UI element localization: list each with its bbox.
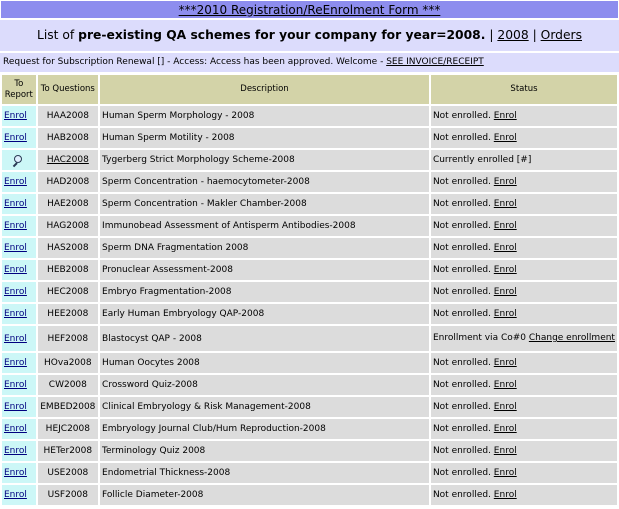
scheme-code-cell: [38, 353, 98, 373]
see-invoice-link[interactable]: SEE INVOICE/RECEIPT: [386, 57, 484, 67]
enrol-status-link[interactable]: Enrol: [493, 489, 517, 500]
scheme-description: Terminology Quiz 2008: [100, 441, 429, 461]
scheme-code-cell: [38, 463, 98, 483]
col-header-description: Description: [100, 75, 429, 104]
table-row: [2, 353, 617, 373]
enrol-report-link[interactable]: Enrol: [4, 287, 27, 297]
access-status-line: [0, 53, 619, 72]
status-text: Not enrolled.: [432, 176, 494, 187]
enrol-status-link[interactable]: Enrol: [493, 445, 517, 456]
enrol-status-link[interactable]: Enrol: [493, 242, 517, 253]
scheme-code-cell: [38, 375, 98, 395]
scheme-description: Tygerberg Strict Morphology Scheme-2008: [100, 150, 429, 170]
form-title-link[interactable]: ***2010 Registration/ReEnrolment Form ***: [178, 3, 441, 17]
enrol-report-link[interactable]: Enrol: [4, 402, 27, 412]
status-cell: [431, 150, 617, 170]
scheme-code: HEF2008: [47, 333, 89, 344]
report-cell: [2, 326, 36, 351]
scheme-description: Pronuclear Assessment-2008: [100, 260, 429, 280]
status-text: Not enrolled.: [432, 308, 494, 319]
status-text: Not enrolled.: [432, 110, 494, 121]
scheme-code: USE2008: [47, 468, 89, 478]
report-cell: [2, 353, 36, 373]
report-cell: [2, 375, 36, 395]
scheme-code-cell: [38, 304, 98, 324]
scheme-description: Clinical Embryology & Risk Management-2008: [100, 397, 429, 417]
subtitle-separator: |: [528, 28, 541, 42]
scheme-description: Crossword Quiz-2008: [100, 375, 429, 395]
status-text: Not enrolled.: [432, 242, 494, 253]
table-row: [2, 282, 617, 302]
enrol-report-link[interactable]: Enrol: [4, 309, 27, 319]
status-cell: [431, 282, 617, 302]
scheme-code: HAB2008: [46, 133, 89, 143]
scheme-code-cell: [38, 238, 98, 258]
status-cell: [431, 397, 617, 417]
status-text: Not enrolled.: [432, 357, 494, 368]
status-text: Not enrolled.: [432, 198, 494, 209]
enrol-status-link[interactable]: Enrol: [493, 220, 517, 231]
table-row: [2, 260, 617, 280]
access-status-text: Request for Subscription Renewal [] - Access: Access has been approved. Welcome -: [3, 57, 387, 67]
enrol-report-link[interactable]: Enrol: [4, 177, 27, 187]
table-row: [2, 304, 617, 324]
report-cell: [2, 128, 36, 148]
col-header-status: Status: [431, 75, 617, 104]
status-cell: [431, 128, 617, 148]
form-title-bar: [0, 0, 619, 19]
subtitle-separator: |: [485, 28, 498, 42]
status-cell: [431, 463, 617, 483]
report-cell: [2, 150, 36, 170]
status-cell: [431, 419, 617, 439]
status-cell: [431, 304, 617, 324]
enrol-report-link[interactable]: Enrol: [4, 490, 27, 500]
scheme-code: HAE2008: [47, 199, 89, 209]
table-row: [2, 128, 617, 148]
scheme-code-cell: [38, 106, 98, 126]
scheme-description: Sperm Concentration - Makler Chamber-2008: [100, 194, 429, 214]
status-text: Currently enrolled [#]: [432, 154, 532, 165]
enrol-report-link[interactable]: Enrol: [4, 133, 27, 143]
status-cell: [431, 353, 617, 373]
scheme-description: Sperm Concentration - haemocytometer-2008: [100, 172, 429, 192]
status-cell: [431, 172, 617, 192]
change-enrollment-link[interactable]: Change enrollment: [528, 333, 615, 343]
report-cell: [2, 106, 36, 126]
scheme-description: Embryo Fragmentation-2008: [100, 282, 429, 302]
scheme-code: HAG2008: [46, 221, 90, 231]
enrol-report-link[interactable]: Enrol: [4, 333, 27, 344]
status-text: Enrollment via Co#0: [432, 333, 529, 343]
enrol-report-link[interactable]: Enrol: [4, 199, 27, 209]
scheme-code: USF2008: [47, 490, 89, 500]
scheme-code-cell: [38, 216, 98, 236]
table-row: [2, 463, 617, 483]
scheme-code-cell: [38, 260, 98, 280]
scheme-code-cell: [38, 282, 98, 302]
enrol-status-link[interactable]: Enrol: [493, 132, 517, 143]
col-header-questions: To Questions: [38, 75, 98, 104]
table-row: [2, 397, 617, 417]
table-row: [2, 106, 617, 126]
scheme-code: HAA2008: [46, 111, 89, 121]
report-cell: [2, 216, 36, 236]
status-text: Not enrolled.: [432, 467, 494, 478]
enrol-report-link[interactable]: Enrol: [4, 424, 27, 434]
scheme-description: Human Sperm Motility - 2008: [100, 128, 429, 148]
status-text: Not enrolled.: [432, 286, 494, 297]
table-row: [2, 194, 617, 214]
table-row: [2, 419, 617, 439]
status-text: Not enrolled.: [432, 423, 494, 434]
scheme-code: HEE2008: [47, 309, 89, 319]
status-cell: [431, 194, 617, 214]
status-text: Not enrolled.: [432, 489, 494, 500]
status-cell: [431, 106, 617, 126]
enrol-status-link[interactable]: Enrol: [493, 176, 517, 187]
status-cell: [431, 441, 617, 461]
report-cell: [2, 419, 36, 439]
report-cell: [2, 282, 36, 302]
scheme-code: HAS2008: [47, 243, 89, 253]
scheme-code: HAD2008: [46, 177, 90, 187]
scheme-description: Human Sperm Morphology - 2008: [100, 106, 429, 126]
scheme-code: HEJC2008: [45, 424, 90, 434]
enrol-report-link[interactable]: Enrol: [4, 380, 27, 390]
scheme-description: Follicle Diameter-2008: [100, 485, 429, 505]
scheme-description: Blastocyst QAP - 2008: [100, 326, 429, 351]
enrol-status-link[interactable]: Enrol: [493, 308, 517, 319]
enrol-report-link[interactable]: Enrol: [4, 243, 27, 253]
orders-link[interactable]: Orders: [540, 28, 582, 42]
table-row: [2, 238, 617, 258]
scheme-code: HEB2008: [47, 265, 89, 275]
enrol-report-link[interactable]: Enrol: [4, 358, 27, 368]
table-row: [2, 485, 617, 505]
report-cell: [2, 441, 36, 461]
scheme-code-cell: [38, 419, 98, 439]
scheme-code: HEC2008: [47, 287, 89, 297]
enrol-report-link[interactable]: Enrol: [4, 111, 27, 121]
magnifier-icon[interactable]: [12, 155, 22, 165]
report-cell: [2, 463, 36, 483]
year-2008-link[interactable]: 2008: [497, 28, 529, 42]
report-cell: [2, 238, 36, 258]
table-row: [2, 375, 617, 395]
subtitle-prefix: List of: [37, 28, 79, 42]
enrol-status-link[interactable]: Enrol: [493, 110, 517, 121]
status-text: Not enrolled.: [432, 401, 494, 412]
scheme-code: EMBED2008: [40, 402, 96, 412]
scheme-description: Embryology Journal Club/Hum Reproduction-2008: [100, 419, 429, 439]
scheme-code-cell: [38, 150, 98, 170]
scheme-code-cell: [38, 485, 98, 505]
status-text: Not enrolled.: [432, 379, 494, 390]
enrol-status-link[interactable]: Enrol: [493, 379, 517, 390]
col-header-report: To Report: [2, 75, 36, 104]
enrol-status-link[interactable]: Enrol: [493, 286, 517, 297]
enrol-status-link[interactable]: Enrol: [493, 423, 517, 434]
enrol-report-link[interactable]: Enrol: [4, 265, 27, 275]
report-cell: [2, 194, 36, 214]
scheme-code-cell: [38, 397, 98, 417]
scheme-code-cell: [38, 172, 98, 192]
schemes-table-body: [2, 106, 617, 505]
scheme-code: CW2008: [48, 380, 87, 390]
status-text: Not enrolled.: [432, 264, 494, 275]
status-text: Not enrolled.: [432, 220, 494, 231]
report-cell: [2, 397, 36, 417]
scheme-description: Endometrial Thickness-2008: [100, 463, 429, 483]
scheme-list-header: [0, 20, 619, 51]
status-cell: [431, 238, 617, 258]
table-row: [2, 441, 617, 461]
scheme-code-cell: [38, 441, 98, 461]
enrol-status-link[interactable]: Enrol: [493, 198, 517, 209]
enrol-status-link[interactable]: Enrol: [493, 467, 517, 478]
scheme-code-cell: [38, 194, 98, 214]
table-row: [2, 216, 617, 236]
scheme-code: HOva2008: [44, 358, 92, 368]
scheme-description: Human Oocytes 2008: [100, 353, 429, 373]
status-cell: [431, 485, 617, 505]
enrol-status-link[interactable]: Enrol: [493, 264, 517, 275]
status-text: Not enrolled.: [432, 132, 494, 143]
enrol-report-link[interactable]: Enrol: [4, 446, 27, 456]
enrol-report-link[interactable]: Enrol: [4, 221, 27, 231]
report-cell: [2, 172, 36, 192]
status-cell: [431, 326, 617, 351]
report-cell: [2, 485, 36, 505]
status-cell: [431, 216, 617, 236]
table-row: [2, 326, 617, 351]
scheme-code: HETer2008: [43, 446, 93, 456]
table-row: [2, 150, 617, 170]
enrol-report-link[interactable]: Enrol: [4, 468, 27, 478]
subtitle-bold-text: pre-existing QA schemes for your company for year=2008.: [78, 28, 486, 42]
table-header-row: [2, 75, 617, 104]
status-text: Not enrolled.: [432, 445, 494, 456]
report-cell: [2, 304, 36, 324]
scheme-description: Early Human Embryology QAP-2008: [100, 304, 429, 324]
enrol-status-link[interactable]: Enrol: [493, 401, 517, 412]
enrol-status-link[interactable]: Enrol: [493, 357, 517, 368]
table-row: [2, 172, 617, 192]
scheme-description: Sperm DNA Fragmentation 2008: [100, 238, 429, 258]
status-cell: [431, 260, 617, 280]
scheme-code-cell: [38, 128, 98, 148]
scheme-code-cell: [38, 326, 98, 351]
scheme-code-link[interactable]: HAC2008: [46, 155, 89, 165]
report-cell: [2, 260, 36, 280]
scheme-description: Immunobead Assessment of Antisperm Antibodies-2008: [100, 216, 429, 236]
schemes-table: [0, 73, 619, 507]
status-cell: [431, 375, 617, 395]
